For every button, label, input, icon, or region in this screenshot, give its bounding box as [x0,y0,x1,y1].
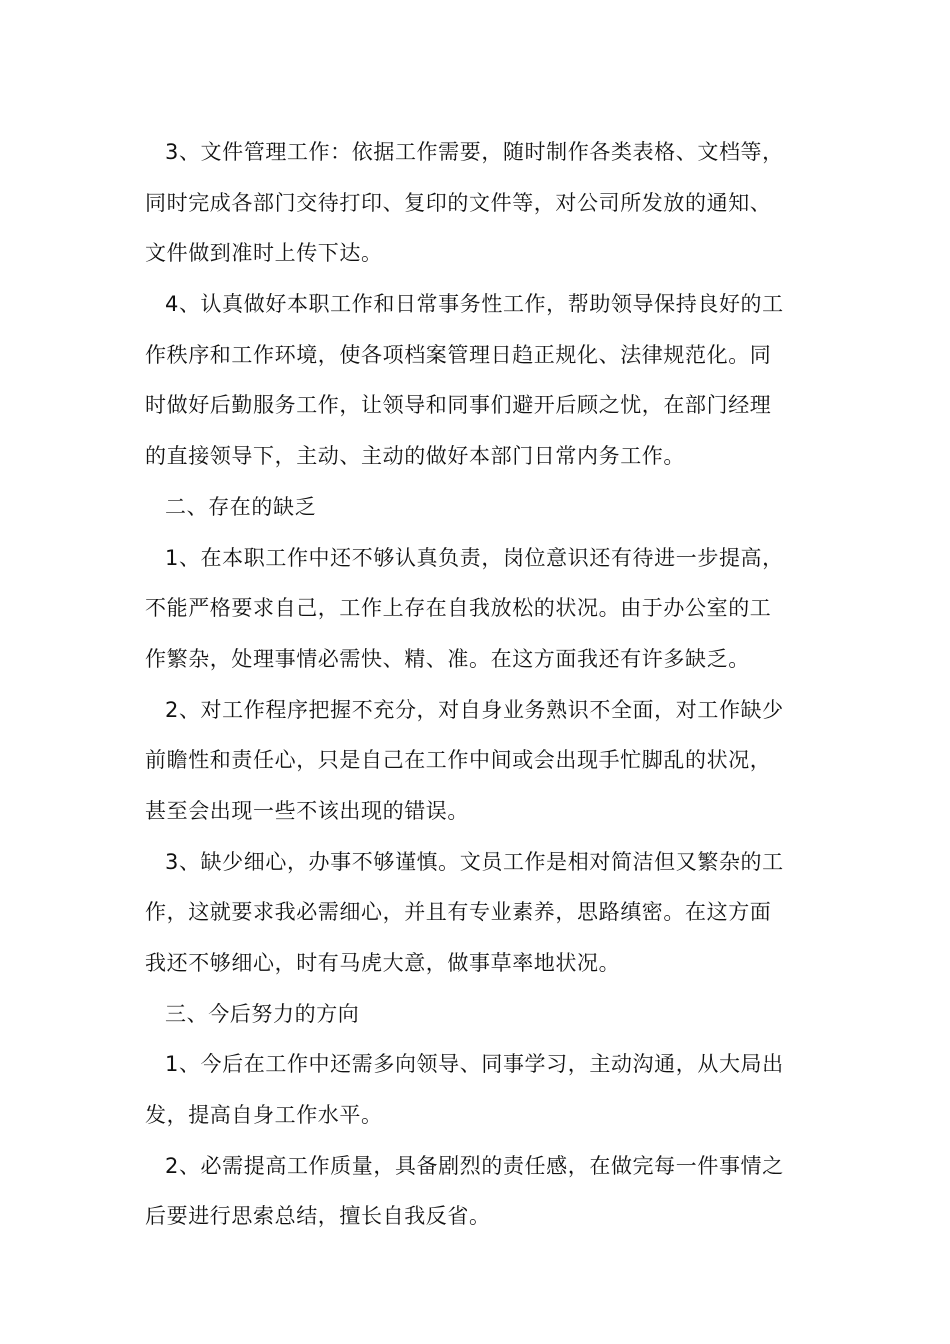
deficiency-3-line-1: 3、缺少细心，办事不够谨慎。文员工作是相对简洁但又繁杂的工 [165,849,784,874]
paragraph-3-line-3: 文件做到准时上传下达。 [145,241,383,266]
deficiency-2-line-2: 前瞻性和责任心，只是自己在工作中间或会出现手忙脚乱的状况， [145,748,772,773]
deficiency-1-line-1: 1、在本职工作中还不够认真负责，岗位意识还有待进一步提高， [165,545,784,570]
paragraph-4-line-4: 的直接领导下，主动、主动的做好本部门日常内务工作。 [145,444,685,469]
direction-1-line-1: 1、今后在工作中还需多向领导、同事学习，主动沟通，从大局出 [165,1052,784,1077]
paragraph-3-line-2: 同时完成各部门交待打印、复印的文件等，对公司所发放的通知、 [145,190,772,215]
deficiency-3-line-2: 作，这就要求我必需细心，并且有专业素养，思路缜密。在这方面 [145,900,772,925]
deficiency-2-line-1: 2、对工作程序把握不充分，对自身业务熟识不全面，对工作缺少 [165,697,784,722]
document-body [145,127,810,1242]
paragraph-4-line-3: 时做好后勤服务工作，让领导和同事们避开后顾之忧，在部门经理 [145,393,772,418]
section-heading-2: 二、存在的缺乏 [165,494,317,519]
direction-2-line-2: 后要进行思索总结，擅长自我反省。 [145,1204,491,1229]
deficiency-2-line-3: 甚至会出现一些不该出现的错误。 [145,798,469,823]
paragraph-3-line-1: 3、文件管理工作：依据工作需要，随时制作各类表格、文档等， [165,140,784,164]
direction-1-line-2: 发，提高自身工作水平。 [145,1103,383,1128]
deficiency-1-line-3: 作繁杂，处理事情必需快、精、准。在这方面我还有许多缺乏。 [145,646,750,671]
section-heading-3: 三、今后努力的方向 [165,1001,360,1026]
deficiency-3-line-3: 我还不够细心，时有马虎大意，做事草率地状况。 [145,951,621,975]
paragraph-4-line-2: 作秩序和工作环境，使各项档案管理日趋正规化、法律规范化。同 [145,342,772,367]
paragraph-4-line-1: 4、认真做好本职工作和日常事务性工作，帮助领导保持良好的工 [165,292,784,317]
deficiency-1-line-2: 不能严格要求自己，工作上存在自我放松的状况。由于办公室的工 [145,596,772,621]
direction-2-line-1: 2、必需提高工作质量，具备剧烈的责任感，在做完每一件事情之 [165,1153,784,1178]
